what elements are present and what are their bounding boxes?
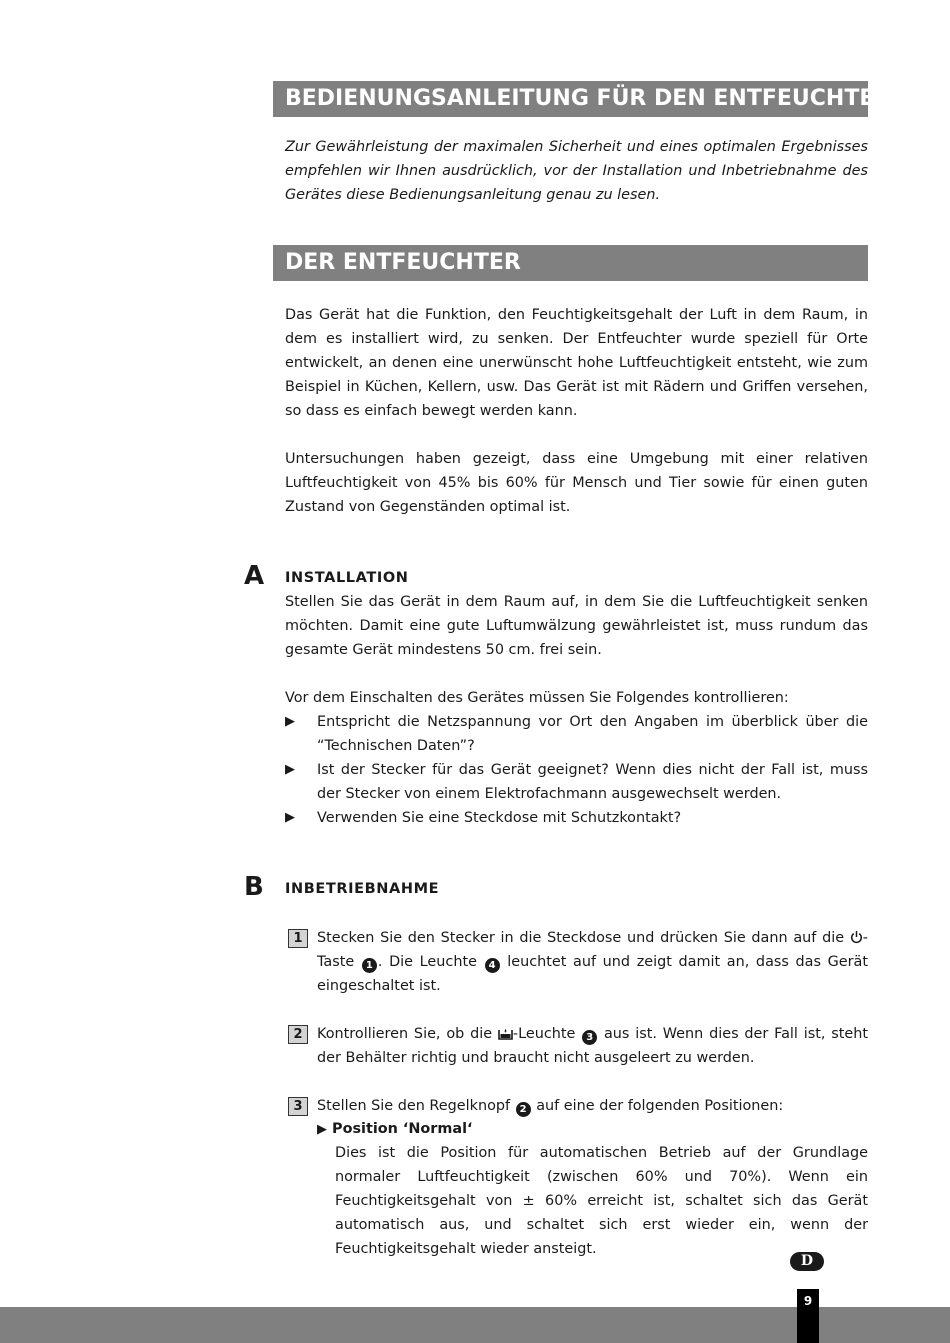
device-paragraph-1: Das Gerät hat die Funktion, den Feuchtigkeitsgehalt der Luft in dem Raum, in dem es installiert wird, zu senken. Der Entfeuchter wurde speziell für Orte entwickelt, an denen eine unerwünscht hohe Luftfeuchtigkeit entsteht, wie zum Beispiel in Küchen, Kellern, usw. Das Gerät ist mit Rädern und Griffen versehen, so dass es einfach bewegt werden kann. [285,307,868,419]
bullet-text: Ist der Stecker für das Gerät geeignet? Wenn dies nicht der Fall ist, muss der Stecker von einem Elektrofachmann ausgewechselt werden. [317,762,868,802]
step-1-number: 1 [288,929,308,948]
bullet-triangle-icon: ▶ [285,762,295,777]
step-3-number: 3 [288,1097,308,1116]
ref-number-4: 4 [485,958,500,973]
step-2-text: Kontrollieren Sie, ob die -Leuchte 3 aus ist. Wenn dies der Fall ist, steht der Behälter richtig und braucht nicht ausgeleert zu werden. [317,1026,868,1066]
water-tank-icon [498,1028,513,1040]
step-1-text: Stecken Sie den Stecker in die Steckdose und drücken Sie dann auf die -Taste 1 . Die Leuchte 4 leuchtet auf und zeigt damit an, dass das Gerät eingeschaltet ist. [317,930,869,994]
installation-paragraph-1: Stellen Sie das Gerät in dem Raum auf, in dem Sie die Luftfeuchtigkeit senken möchten. Damit eine gute Luftumwälzung gewährleistet ist, muss rundum das gesamte Gerät mindestens 50 cm. frei sein. [285,594,868,658]
bullet-text: Entspricht die Netzspannung vor Ort den Angaben im überblick über die “Technischen Daten”? [317,714,868,754]
section-a-title: INSTALLATION [285,570,409,586]
bullet-triangle-icon: ▶ [285,714,295,729]
header-main: BEDIENUNGSANLEITUNG FÜR DEN ENTFEUCHTER [273,81,868,117]
position-normal-description: Dies ist die Position für automatischen Betrieb auf der Grundlage normaler Luftfeuchtigkeit (zwischen 60% und 70%). Wenn ein Feuchtigkeitsgehalt von ± 60% erreicht ist, schaltet sich das Gerät automatisch aus, und schaltet sich erst wieder ein, wenn der Feuchtigkeitsgehalt wieder ansteigt. [335,1145,868,1257]
ref-number-1: 1 [362,958,377,973]
step-2-number: 2 [288,1025,308,1044]
ref-number-3: 3 [582,1030,597,1045]
ref-number-2: 2 [516,1102,531,1117]
power-icon [850,930,863,944]
position-normal-title: ▶ Position ‘Normal‘ [317,1121,473,1137]
section-a-letter: A [244,561,265,591]
page-number: 9 [797,1289,819,1343]
bullet-text: Verwenden Sie eine Steckdose mit Schutzkontakt? [317,810,682,826]
language-badge: D [790,1252,824,1271]
device-paragraph-2: Untersuchungen haben gezeigt, dass eine Umgebung mit einer relativen Luftfeuchtigkeit von 45% bis 60% für Mensch und Tier sowie für einen guten Zustand von Gegenständen optimal ist. [285,451,868,515]
bullet-triangle-icon: ▶ [317,1122,327,1137]
section-b-letter: B [244,872,264,902]
header-device: DER ENTFEUCHTER [273,245,868,281]
section-b-title: INBETRIEBNAHME [285,881,440,897]
intro-paragraph: Zur Gewährleistung der maximalen Sicherheit und eines optimalen Ergebnisses empfehlen wir Ihnen ausdrücklich, vor der Installation und Inbetriebnahme des Gerätes diese Bedienungsanleitung genau zu lesen. [285,139,868,203]
step-3-text: Stellen Sie den Regelknopf 2 auf eine der folgenden Positionen: [317,1098,784,1115]
bullet-triangle-icon: ▶ [285,810,295,825]
installation-paragraph-2: Vor dem Einschalten des Gerätes müssen Sie Folgendes kontrollieren: [285,690,789,706]
